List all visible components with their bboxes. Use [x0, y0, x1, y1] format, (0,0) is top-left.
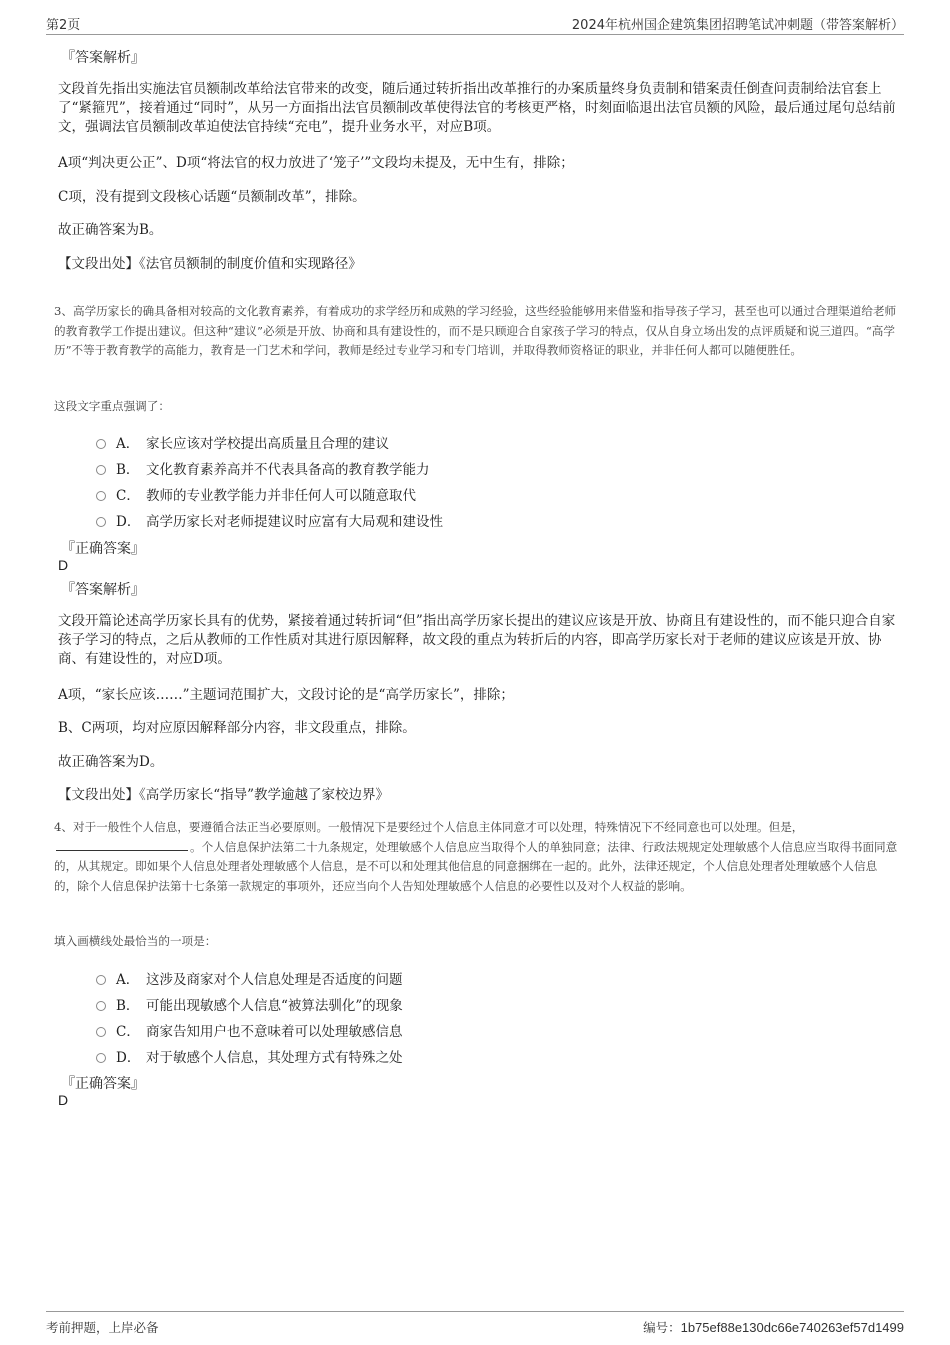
radio-button-icon[interactable]	[96, 465, 106, 475]
document-id: 编号：1b75ef88e130dc66e740263ef57d1499	[643, 1320, 904, 1335]
correct-answer-value: D	[58, 1092, 69, 1108]
correct-answer-label: 『正确答案』	[61, 1076, 145, 1092]
page-footer	[46, 1311, 904, 1336]
question-4-option-d[interactable]: D． 对于敏感个人信息，其处理方式有特殊之处	[96, 1046, 403, 1066]
radio-button-icon[interactable]	[96, 517, 106, 527]
question-3-option-c[interactable]: C． 教师的专业教学能力并非任何人可以随意取代	[96, 484, 416, 504]
radio-button-icon[interactable]	[96, 1027, 106, 1037]
analysis-label: 『答案解析』	[61, 582, 145, 598]
correct-answer-value: D	[58, 557, 69, 573]
analysis-line-bc: B、C两项，均对应原因解释部分内容，非文段重点，排除。	[58, 720, 416, 736]
passage-source: 【文段出处】《高学历家长“指导”教学逾越了家校边界》	[58, 787, 390, 803]
analysis-line-a: A项“判决更公正”、D项“将法官的权力放进了‘笼子’”文段均未提及，无中生有，排除；	[58, 155, 574, 171]
analysis-paragraph: 文段首先指出实施法官员额制改革给法官带来的改变，随后通过转折指出改革推行的办案质量终身负责制和错案责任倒查问责制给法官套上了“紧箍咒”，接着通过“同时”，从另一方面指出法官员额制改革使得法官的考核更严格，时刻面临退出法官员额的风险，最后通过尾句总结前文，强调法官员额制改革迫使法官持续“充电”，提升业务水平，对应B项。	[58, 81, 896, 135]
question-4-option-b[interactable]: B． 可能出现敏感个人信息“被算法驯化”的现象	[96, 994, 403, 1014]
question-3-prompt: 这段文字重点强调了：	[54, 399, 170, 413]
analysis-paragraph: 文段开篇论述高学历家长具有的优势，紧接着通过转折词“但”指出高学历家长提出的建议应该是开放、协商且有建设性的，而不能只迎合自家孩子学习的特点，之后从教师的工作性质对其进行原因解释，故文段的重点为转折后的内容，即高学历家长对于老师的建议应该是开放、协商、有建设性的，对应D项。	[58, 613, 896, 667]
document-title: 2024年杭州国企建筑集团招聘笔试冲刺题（带答案解析）	[571, 18, 904, 33]
fill-in-blank	[56, 838, 188, 851]
correct-answer-label: 『正确答案』	[61, 541, 145, 557]
analysis-line-c: C项，没有提到文段核心话题“员额制改革”，排除。	[58, 189, 366, 205]
analysis-conclusion: 故正确答案为D。	[58, 754, 164, 770]
page-number: 第2页	[46, 18, 81, 33]
radio-button-icon[interactable]	[96, 1053, 106, 1063]
question-3-option-d[interactable]: D． 高学历家长对老师提建议时应富有大局观和建设性	[96, 510, 443, 530]
question-3-option-a[interactable]: A． 家长应该对学校提出高质量且合理的建议	[96, 432, 389, 452]
radio-button-icon[interactable]	[96, 491, 106, 501]
question-4-option-c[interactable]: C． 商家告知用户也不意味着可以处理敏感信息	[96, 1020, 403, 1040]
question-4-option-a[interactable]: A． 这涉及商家对个人信息处理是否适度的问题	[96, 968, 403, 988]
question-4-prompt: 填入画横线处最恰当的一项是：	[54, 934, 217, 948]
question-3-text: 3、高学历家长的确具备相对较高的文化教育素养，有着成功的求学经历和成熟的学习经验，这些经验能够用来借鉴和指导孩子学习，甚至也可以通过合理渠道给老师的教育教学工作提出建议。但这种“建议”必须是开放、协商和具有建设性的，而不是只顾迎合自家孩子学习的特点，仅从自身立场出发的点评质疑和说三道四。“高学历”不等于教育教学的高能力，教育是一门艺术和学问，教师是经过专业学习和专门培训，并取得教师资格证的职业，并非任何人都可以随便胜任。	[54, 304, 897, 357]
passage-source: 【文段出处】《法官员额制的制度价值和实现路径》	[58, 256, 362, 272]
question-3-option-b[interactable]: B． 文化教育素养高并不代表具备高的教育教学能力	[96, 458, 430, 478]
radio-button-icon[interactable]	[96, 1001, 106, 1011]
radio-button-icon[interactable]	[96, 975, 106, 985]
radio-button-icon[interactable]	[96, 439, 106, 449]
footer-slogan: 考前押题，上岸必备	[46, 1320, 159, 1335]
question-4-text: 4、对于一般性个人信息，要遵循合法正当必要原则。一般情况下是要经过个人信息主体同意才可以处理，特殊情况下不经同意也可以处理。但是，。个人信息保护法第二十九条规定，处理敏感个人信息应当取得个人的单独同意；法律、行政法规规定处理敏感个人信息应当取得书面同意的，从其规定。即如果个人信息处理者处理敏感个人信息，是不可以和处理其他信息的同意捆绑在一起的。此外，法律还规定，个人信息处理者处理敏感个人信息的，除个人信息保护法第十七条第一款规定的事项外，还应当向个人告知处理敏感个人信息的必要性以及对个人权益的影响。	[54, 820, 898, 893]
analysis-label: 『答案解析』	[61, 50, 145, 66]
analysis-line-a: A项，“家长应该……”主题词范围扩大，文段讨论的是“高学历家长”，排除；	[58, 687, 514, 703]
page-header	[46, 14, 904, 35]
analysis-conclusion: 故正确答案为B。	[58, 222, 163, 238]
